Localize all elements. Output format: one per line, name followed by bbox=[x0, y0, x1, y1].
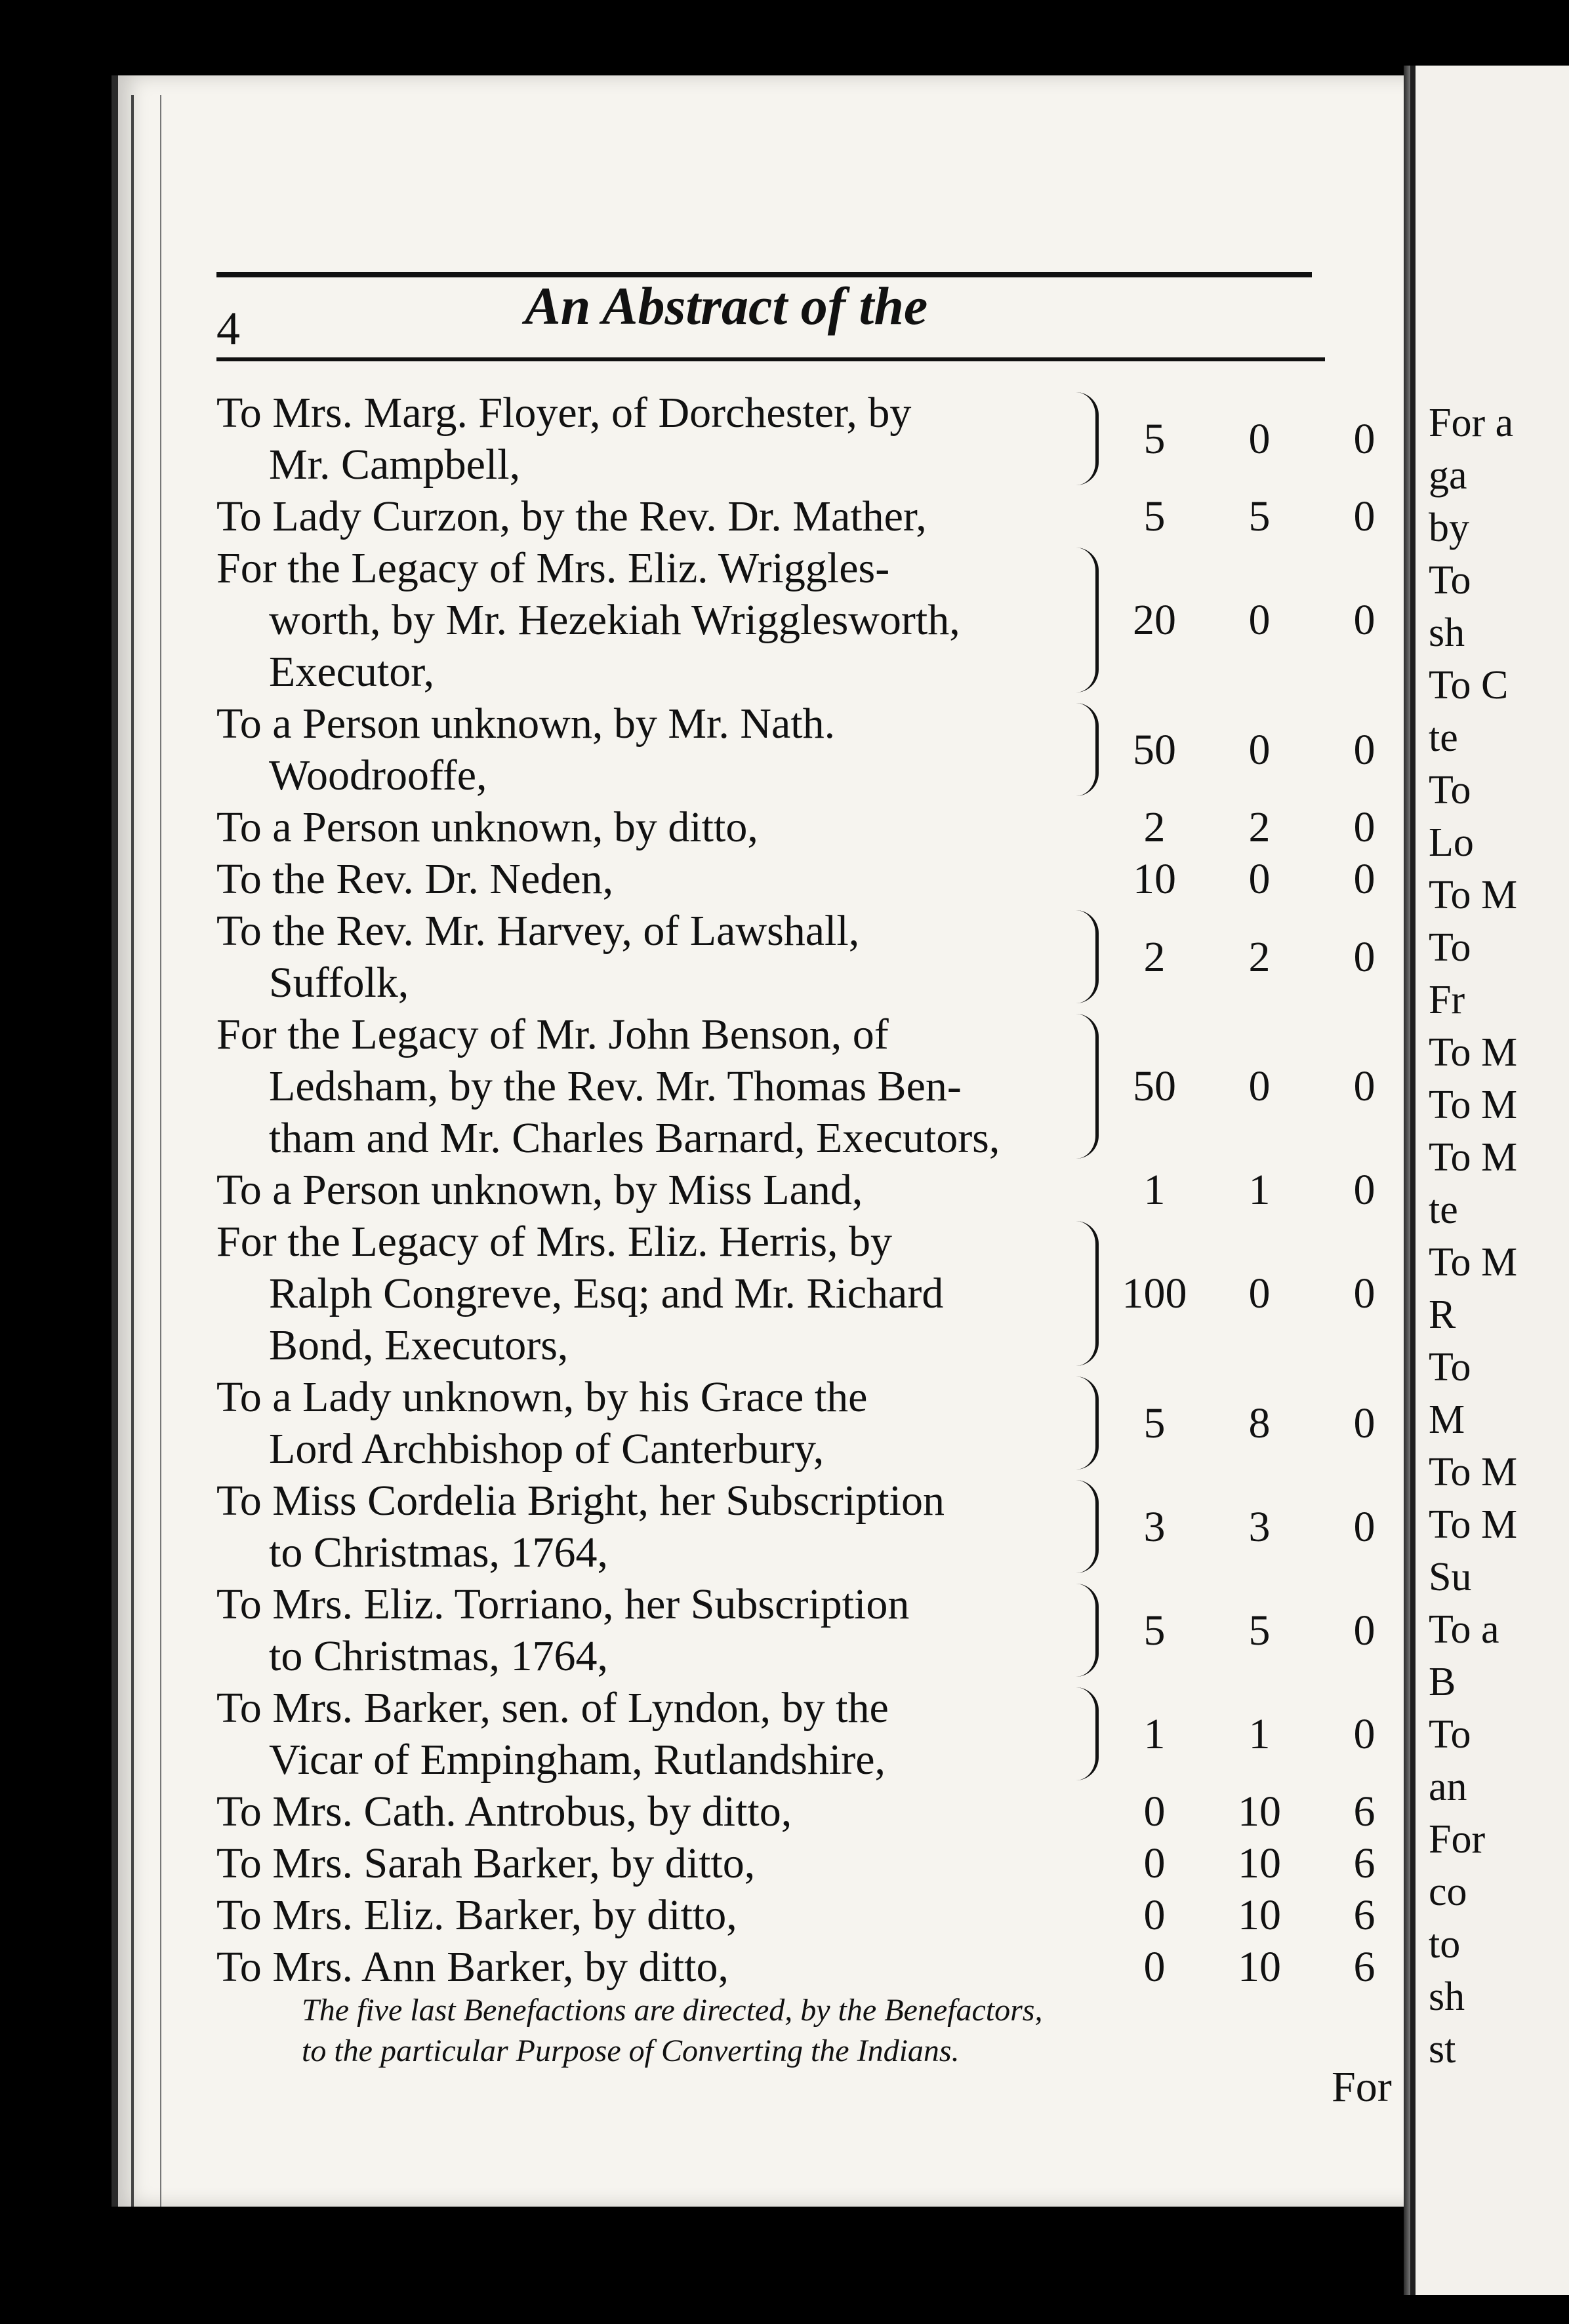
amount-pounds: 5 bbox=[1143, 492, 1166, 540]
amount-shillings: 10 bbox=[1238, 1943, 1281, 1991]
amount-shillings: 0 bbox=[1248, 1270, 1271, 1317]
right-page-line: st bbox=[1429, 2027, 1456, 2072]
amount-pence: 6 bbox=[1353, 1891, 1375, 1939]
right-page-line: To M bbox=[1429, 1030, 1518, 1075]
amount-pence: 0 bbox=[1353, 596, 1375, 644]
right-page-line: To M bbox=[1429, 1502, 1518, 1547]
amount-pence: 0 bbox=[1353, 1502, 1375, 1551]
entry-text-line: To a Person unknown, by ditto, bbox=[216, 803, 758, 851]
benefaction-entry bbox=[216, 1475, 1410, 1578]
right-page-line: To M bbox=[1429, 1135, 1518, 1180]
right-page-line: ga bbox=[1429, 453, 1467, 498]
amount bbox=[1122, 1164, 1397, 1216]
benefaction-entry bbox=[216, 905, 1410, 1009]
catchword: For bbox=[1332, 2063, 1392, 2111]
brace bbox=[1076, 1221, 1099, 1366]
entry-text-line: Vicar of Empingham, Rutlandshire, bbox=[269, 1736, 886, 1784]
entry-text-line: For the Legacy of Mrs. Eliz. Herris, by bbox=[216, 1218, 893, 1266]
benefaction-entry bbox=[216, 1682, 1410, 1786]
amount-pence: 0 bbox=[1353, 1166, 1375, 1214]
benefactions-list bbox=[216, 387, 1410, 1993]
right-page-line: To bbox=[1429, 558, 1471, 603]
amount bbox=[1122, 1397, 1397, 1449]
right-page-line: To M bbox=[1429, 1240, 1518, 1285]
brace bbox=[1076, 1376, 1099, 1470]
right-page-line: To bbox=[1429, 1712, 1471, 1757]
amount-pounds: 2 bbox=[1143, 803, 1166, 851]
benefaction-entry bbox=[216, 853, 1410, 905]
entry-text-line: Executor, bbox=[269, 648, 435, 696]
benefaction-entry bbox=[216, 542, 1410, 698]
benefaction-entry bbox=[216, 1786, 1410, 1837]
footnote-line-1: The five last Benefactions are directed, by the Benefactors, bbox=[302, 1993, 1043, 2028]
entry-text-line: To Mrs. Eliz. Barker, by ditto, bbox=[216, 1891, 737, 1939]
right-page-line: For bbox=[1429, 1817, 1486, 1862]
brace bbox=[1076, 703, 1099, 796]
entry-text-line: Ledsham, by the Rev. Mr. Thomas Ben- bbox=[269, 1062, 962, 1110]
entry-text-line: Mr. Campbell, bbox=[269, 441, 521, 489]
right-page-line: R bbox=[1429, 1292, 1456, 1337]
amount bbox=[1122, 931, 1397, 983]
amount-shillings: 2 bbox=[1248, 932, 1271, 981]
amount-pence: 0 bbox=[1353, 492, 1375, 540]
amount-pounds: 50 bbox=[1133, 1062, 1176, 1110]
entry-text-line: Suffolk, bbox=[269, 959, 409, 1007]
benefaction-entry bbox=[216, 1889, 1410, 1941]
header-rule bbox=[216, 357, 1325, 361]
right-page-line: by bbox=[1429, 506, 1469, 550]
amount-pounds: 20 bbox=[1133, 596, 1176, 644]
amount bbox=[1122, 1837, 1397, 1889]
entry-text-line: To Mrs. Ann Barker, by ditto, bbox=[216, 1943, 729, 1991]
benefaction-entry bbox=[216, 1371, 1410, 1475]
amount bbox=[1122, 1605, 1397, 1656]
page-edge bbox=[131, 95, 161, 2207]
right-page-line: To bbox=[1429, 768, 1471, 812]
right-page-line: To C bbox=[1429, 663, 1509, 708]
entry-text-line: To a Person unknown, by Miss Land, bbox=[216, 1166, 863, 1214]
amount-shillings: 10 bbox=[1238, 1788, 1281, 1835]
right-page-line: to bbox=[1429, 1922, 1461, 1967]
entry-text-line: To Mrs. Sarah Barker, by ditto, bbox=[216, 1839, 756, 1887]
entry-text-line: To Mrs. Cath. Antrobus, by ditto, bbox=[216, 1788, 792, 1835]
amount bbox=[1122, 413, 1397, 465]
right-page-fragment bbox=[1410, 66, 1569, 2295]
amount-pence: 0 bbox=[1353, 803, 1375, 851]
entry-text-line: tham and Mr. Charles Barnard, Executors, bbox=[269, 1114, 1000, 1162]
entry-text-line: To Mrs. Barker, sen. of Lyndon, by the bbox=[216, 1684, 889, 1732]
amount bbox=[1122, 1941, 1397, 1993]
right-page-line: To a bbox=[1429, 1607, 1499, 1652]
running-title: An Abstract of the bbox=[525, 276, 928, 336]
right-page-line: To M bbox=[1429, 1450, 1518, 1494]
amount bbox=[1122, 1060, 1397, 1112]
entry-text-line: For the Legacy of Mrs. Eliz. Wriggles- bbox=[216, 544, 890, 592]
amount-pounds: 0 bbox=[1143, 1839, 1166, 1887]
amount bbox=[1122, 1501, 1397, 1553]
amount-shillings: 5 bbox=[1248, 492, 1271, 540]
amount bbox=[1122, 1889, 1397, 1941]
benefaction-entry bbox=[216, 1941, 1410, 1993]
amount-shillings: 1 bbox=[1248, 1710, 1271, 1758]
benefaction-entry bbox=[216, 1837, 1410, 1889]
benefaction-entry bbox=[216, 491, 1410, 542]
benefaction-entry bbox=[216, 1216, 1410, 1371]
amount-shillings: 0 bbox=[1248, 596, 1271, 644]
amount-pence: 0 bbox=[1353, 1062, 1375, 1110]
amount-pounds: 2 bbox=[1143, 932, 1166, 981]
amount-shillings: 0 bbox=[1248, 414, 1271, 463]
entry-text-line: To Mrs. Eliz. Torriano, her Subscription bbox=[216, 1580, 910, 1628]
entry-text-line: To Miss Cordelia Bright, her Subscription bbox=[216, 1477, 945, 1525]
amount-shillings: 5 bbox=[1248, 1606, 1271, 1654]
right-page-line: sh bbox=[1429, 611, 1465, 655]
right-page-line: To bbox=[1429, 1345, 1471, 1390]
right-page-line: te bbox=[1429, 715, 1458, 760]
brace bbox=[1076, 910, 1099, 1003]
entry-text-line: To Lady Curzon, by the Rev. Dr. Mather, bbox=[216, 492, 927, 540]
amount-pence: 0 bbox=[1353, 1710, 1375, 1758]
page-number: 4 bbox=[216, 302, 240, 355]
amount bbox=[1122, 594, 1397, 646]
amount-pence: 0 bbox=[1353, 414, 1375, 463]
amount-shillings: 0 bbox=[1248, 855, 1271, 903]
right-page-line: co bbox=[1429, 1870, 1467, 1914]
amount bbox=[1122, 853, 1397, 905]
amount-pence: 6 bbox=[1353, 1943, 1375, 1991]
amount bbox=[1122, 491, 1397, 542]
right-page-line: To bbox=[1429, 925, 1471, 970]
amount-pence: 6 bbox=[1353, 1788, 1375, 1835]
amount-shillings: 2 bbox=[1248, 803, 1271, 851]
amount-shillings: 0 bbox=[1248, 725, 1271, 774]
right-page-line: Fr bbox=[1429, 978, 1465, 1022]
amount-pounds: 50 bbox=[1133, 725, 1176, 774]
right-page-line: te bbox=[1429, 1188, 1458, 1232]
amount-pounds: 1 bbox=[1143, 1710, 1166, 1758]
right-page-line: To M bbox=[1429, 1083, 1518, 1127]
benefaction-entry bbox=[216, 801, 1410, 853]
brace bbox=[1076, 1687, 1099, 1780]
right-page-line: sh bbox=[1429, 1974, 1465, 2019]
amount-shillings: 3 bbox=[1248, 1502, 1271, 1551]
amount-shillings: 0 bbox=[1248, 1062, 1271, 1110]
entry-text-line: worth, by Mr. Hezekiah Wrigglesworth, bbox=[269, 596, 960, 644]
amount-pence: 0 bbox=[1353, 1270, 1375, 1317]
right-page-line: Su bbox=[1429, 1555, 1472, 1599]
amount-pounds: 1 bbox=[1143, 1166, 1166, 1214]
entry-text-line: Woodrooffe, bbox=[269, 751, 487, 799]
amount-shillings: 8 bbox=[1248, 1399, 1271, 1447]
right-page-line: To M bbox=[1429, 873, 1518, 917]
entry-text-line: Ralph Congreve, Esq; and Mr. Richard bbox=[269, 1270, 944, 1317]
amount-pounds: 0 bbox=[1143, 1788, 1166, 1835]
entry-text-line: To a Lady unknown, by his Grace the bbox=[216, 1373, 868, 1421]
amount-pounds: 5 bbox=[1143, 1399, 1166, 1447]
brace bbox=[1076, 1584, 1099, 1677]
amount-pounds: 0 bbox=[1143, 1943, 1166, 1991]
amount bbox=[1122, 1708, 1397, 1760]
right-page-line: Lo bbox=[1429, 820, 1474, 865]
entry-text-line: Bond, Executors, bbox=[269, 1321, 569, 1369]
entry-text-line: to Christmas, 1764, bbox=[269, 1632, 609, 1680]
benefaction-entry bbox=[216, 698, 1410, 801]
amount-pence: 0 bbox=[1353, 725, 1375, 774]
amount bbox=[1122, 1268, 1397, 1319]
amount-pounds: 5 bbox=[1143, 1606, 1166, 1654]
amount-pence: 0 bbox=[1353, 1399, 1375, 1447]
brace bbox=[1076, 1014, 1099, 1159]
right-page-line: For a bbox=[1429, 401, 1514, 445]
benefaction-entry bbox=[216, 1009, 1410, 1164]
amount-pence: 6 bbox=[1353, 1839, 1375, 1887]
entry-text-line: To a Person unknown, by Mr. Nath. bbox=[216, 700, 836, 748]
amount bbox=[1122, 1786, 1397, 1837]
right-page-line: B bbox=[1429, 1660, 1456, 1704]
footnote bbox=[302, 1990, 1220, 2072]
amount-pounds: 100 bbox=[1122, 1270, 1187, 1317]
entry-text-line: To Mrs. Marg. Floyer, of Dorchester, by bbox=[216, 389, 912, 437]
amount-pounds: 10 bbox=[1133, 855, 1176, 903]
amount-pence: 0 bbox=[1353, 932, 1375, 981]
entry-text-line: To the Rev. Mr. Harvey, of Lawshall, bbox=[216, 907, 860, 955]
amount-shillings: 10 bbox=[1238, 1839, 1281, 1887]
entry-text-line: to Christmas, 1764, bbox=[269, 1529, 609, 1576]
amount-pounds: 3 bbox=[1143, 1502, 1166, 1551]
benefaction-entry bbox=[216, 1164, 1410, 1216]
entry-text-line: To the Rev. Dr. Neden, bbox=[216, 855, 614, 903]
right-page-line: M bbox=[1429, 1397, 1465, 1442]
amount-pounds: 5 bbox=[1143, 414, 1166, 463]
footnote-line-2: to the particular Purpose of Converting the Indians. bbox=[302, 2034, 960, 2068]
brace bbox=[1076, 548, 1099, 692]
benefaction-entry bbox=[216, 387, 1410, 491]
amount-pence: 0 bbox=[1353, 855, 1375, 903]
amount-shillings: 1 bbox=[1248, 1166, 1271, 1214]
amount-pence: 0 bbox=[1353, 1606, 1375, 1654]
amount-pounds: 0 bbox=[1143, 1891, 1166, 1939]
brace bbox=[1076, 1480, 1099, 1573]
brace bbox=[1076, 392, 1099, 485]
amount-shillings: 10 bbox=[1238, 1891, 1281, 1939]
entry-text-line: For the Legacy of Mr. John Benson, of bbox=[216, 1011, 889, 1058]
amount bbox=[1122, 801, 1397, 853]
right-page-line: an bbox=[1429, 1765, 1467, 1809]
benefaction-entry bbox=[216, 1578, 1410, 1682]
entry-text-line: Lord Archbishop of Canterbury, bbox=[269, 1425, 825, 1473]
amount bbox=[1122, 724, 1397, 776]
